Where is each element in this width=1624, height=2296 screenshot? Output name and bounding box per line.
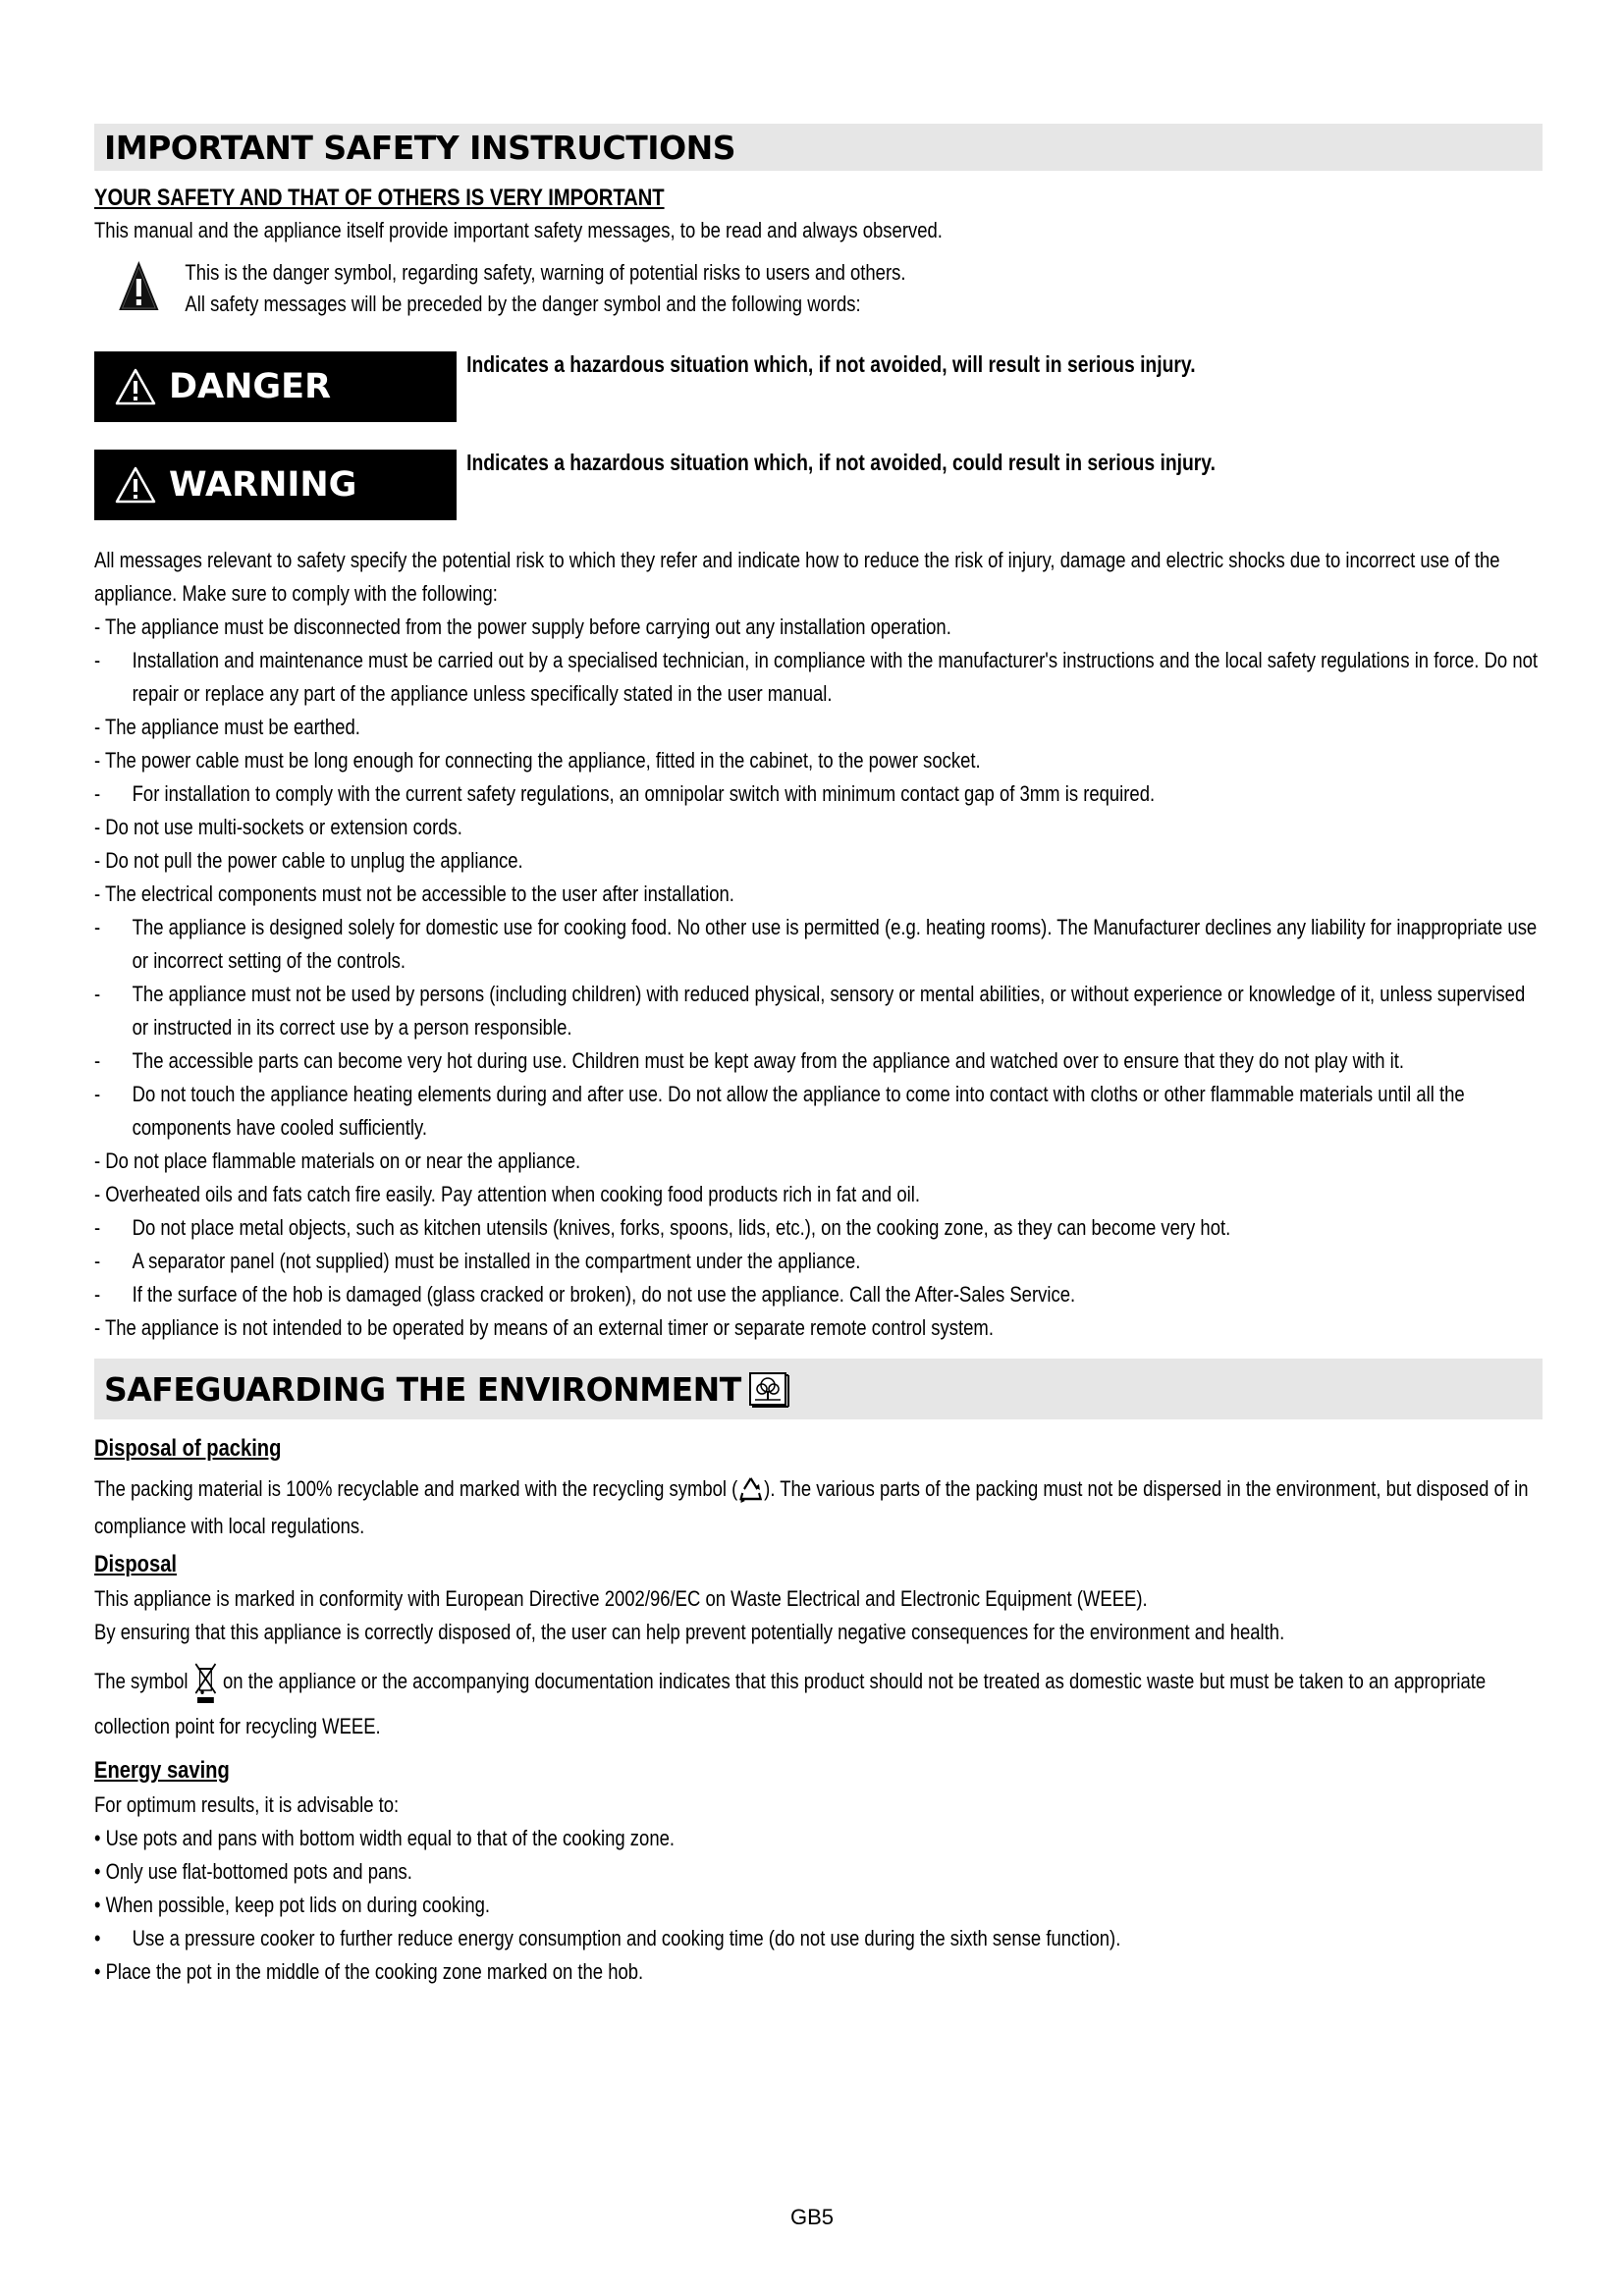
safety-item: - Do not place flammable materials on or near the appliance. [94, 1148, 581, 1173]
warning-signal-row [94, 450, 1543, 520]
safety-items-list [94, 611, 1543, 1345]
safety-item: - Do not place metal objects, such as kitchen utensils (knives, forks, spoons, lids, etc.), on the cooking zone, as they can become very hot. [94, 1215, 1231, 1240]
safety-item: - Do not use multi-sockets or extension cords. [94, 815, 462, 839]
danger-symbol-text-2: All safety messages will be preceded by the danger symbol and the following words: [185, 292, 861, 316]
energy-item: • Use pots and pans with bottom width equal to that of the cooking zone. [94, 1826, 676, 1851]
packing-text-start: The packing material is 100% recyclable and marked with the recycling symbol ( [94, 1476, 738, 1501]
safety-intro: This manual and the appliance itself provide important safety messages, to be read and always observed. [94, 218, 943, 242]
danger-triangle-icon [118, 257, 161, 316]
safety-item: - The accessible parts can become very hot during use. Children must be kept away from the appliance and watched over to ensure that they do not play with it. [94, 1048, 1404, 1073]
warning-label-box [94, 450, 457, 520]
warning-description: Indicates a hazardous situation which, if not avoided, could result in serious injury. [466, 450, 1216, 475]
safety-item: - The appliance is designed solely for domestic use for cooking food. No other use is permitted (e.g. heating rooms). The Manufacturer declines any liability for inappropriate use or incorrect setting of the controls. [94, 915, 1538, 973]
energy-title: Energy saving [94, 1757, 230, 1785]
safety-item: - The appliance is not intended to be operated by means of an external timer or separate remote control system. [94, 1315, 994, 1340]
safety-item: - A separator panel (not supplied) must be installed in the compartment under the appliance. [94, 1249, 861, 1273]
danger-label-box [94, 351, 457, 422]
safety-messages [94, 544, 1543, 1345]
safety-item: - Do not pull the power cable to unplug the appliance. [94, 848, 523, 873]
energy-item: • Only use flat-bottomed pots and pans. [94, 1859, 412, 1885]
packing-title: Disposal of packing [94, 1435, 282, 1462]
weee-text-start: The symbol [94, 1669, 189, 1693]
environment-icon [747, 1369, 790, 1409]
safety-item: - Installation and maintenance must be carried out by a specialised technician, in compliance with the manufacturer's instructions and the local safety regulations in force. Do not repair or replace any part of the appliance unless specifically stated in the user manual. [94, 648, 1539, 706]
disposal-text-1: This appliance is marked in conformity with European Directive 2002/96/EC on Waste Electrical and Electronic Equipment (WEEE). [94, 1586, 1148, 1611]
danger-symbol-text-1: This is the danger symbol, regarding safety, warning of potential risks to users and others. [185, 260, 906, 285]
page-content [94, 124, 1543, 1989]
danger-symbol-row [118, 257, 1543, 320]
weee-bin-icon [193, 1661, 218, 1704]
packing-text [94, 1470, 1543, 1545]
safety-section-header [94, 124, 1543, 171]
safety-title: IMPORTANT SAFETY INSTRUCTIONS [104, 128, 736, 167]
weee-text [94, 1659, 1543, 1749]
environment-section-header [94, 1359, 1543, 1419]
safety-item: - For installation to comply with the current safety regulations, an omnipolar switch with minimum contact gap of 3mm is required. [94, 781, 1156, 806]
safety-item: - Overheated oils and fats catch fire easily. Pay attention when cooking food products rich in fat and oil. [94, 1182, 920, 1206]
safety-item: - If the surface of the hob is damaged (glass cracked or broken), do not use the appliance. Call the After-Sales Service. [94, 1282, 1076, 1307]
packing-text-end: ). The various parts of the packing must not be dispersed in the environment, but disposed of in compliance with local regulations. [94, 1476, 1529, 1538]
safety-item: - The power cable must be long enough for connecting the appliance, fitted in the cabinet, to the power socket. [94, 748, 981, 773]
warning-triangle-icon [114, 367, 157, 406]
warning-triangle-icon [114, 465, 157, 505]
danger-label: DANGER [169, 367, 332, 406]
safety-item: - Do not touch the appliance heating elements during and after use. Do not allow the appliance to come into contact with cloths or other flammable materials until all the components have cooled sufficiently. [94, 1082, 1465, 1140]
danger-signal-row [94, 351, 1543, 422]
energy-item: • When possible, keep pot lids on during cooking. [94, 1893, 491, 1918]
danger-description: Indicates a hazardous situation which, if not avoided, will result in serious injury. [466, 351, 1196, 377]
energy-item: • Place the pot in the middle of the cooking zone marked on the hob. [94, 1959, 644, 1985]
recycling-icon [737, 1475, 764, 1505]
energy-items-list [94, 1822, 1543, 1989]
safety-item: - The appliance must not be used by persons (including children) with reduced physical, sensory or mental abilities, or without experience or knowledge of it, unless supervised or instructed in its correct use by a person responsible. [94, 982, 1526, 1040]
environment-content [94, 1435, 1543, 1989]
weee-text-end: on the appliance or the accompanying documentation indicates that this product should not be treated as domestic waste but must be taken to an appropriate collection point for recycling WEEE. [94, 1669, 1487, 1739]
energy-item: • Use a pressure cooker to further reduce energy consumption and cooking time (do not use during the sixth sense function). [94, 1926, 1121, 1951]
energy-intro: For optimum results, it is advisable to: [94, 1792, 400, 1818]
safety-item: - The appliance must be disconnected from the power supply before carrying out any installation operation. [94, 614, 951, 639]
warning-label: WARNING [169, 465, 357, 505]
environment-title: SAFEGUARDING THE ENVIRONMENT [104, 1369, 741, 1409]
disposal-text-2: By ensuring that this appliance is correctly disposed of, the user can help prevent potentially negative consequences for the environment and health. [94, 1620, 1285, 1644]
safety-item: - The electrical components must not be accessible to the user after installation. [94, 881, 734, 906]
safety-item: - The appliance must be earthed. [94, 715, 360, 739]
page-number: GB5 [789, 2205, 835, 2229]
disposal-title: Disposal [94, 1551, 178, 1577]
safety-messages-intro: All messages relevant to safety specify the potential risk to which they refer and indicate how to reduce the risk of injury, damage and electric shocks due to incorrect use of the appliance. Make sure to comply with the following: [94, 548, 1500, 606]
safety-subtitle: YOUR SAFETY AND THAT OF OTHERS IS VERY IMPORTANT [94, 185, 665, 211]
